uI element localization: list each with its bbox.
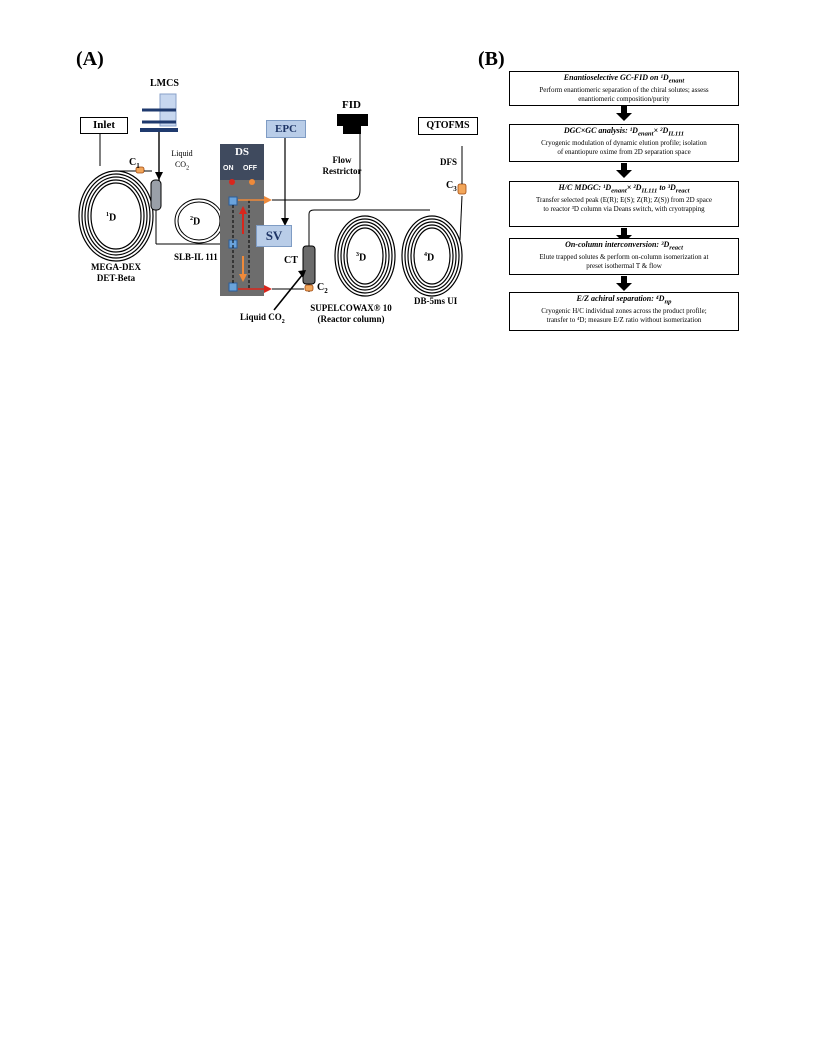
lmcs-label: LMCS <box>150 78 179 89</box>
liquid-co2-top-label: Liquid $CO_2$ <box>171 149 193 172</box>
col1-name: $^1$D <box>106 212 117 224</box>
sv-box: SV <box>256 225 292 247</box>
ds-title: DS <box>220 146 264 158</box>
ct-label: CT <box>284 255 298 266</box>
flow-step-5: E/Z achiral separation: $^4D_{np}$ Cryogenic H/C individual zones across the product profile; transfer to ⁴D; measure E/Z ratio without isomerization <box>509 292 739 331</box>
flow-step-4: On-column interconversion: $^3D_{react}$ Elute trapped solutes & perform on-column isomerization at preset isothermal T & flow <box>509 238 739 275</box>
flow-step-2: DGC×GC analysis: $^1D_{enant}\times ^2D_{IL111}$ Cryogenic modulation of dynamic elution profile; isolation of enantiopure oxime from 2D separation space <box>509 124 739 162</box>
col3-label: SUPELCOWAX® 10 (Reactor column) <box>310 303 392 324</box>
col4-name: $^4$D <box>424 252 435 264</box>
ds-on: ON <box>223 165 234 172</box>
c1-label: $C_1$ <box>129 157 140 170</box>
flow-step-1: Enantioselective GC-FID on $^1D_{enant}$ Perform enantiomeric separation of the chiral solutes; assess enantiomeric composition/purity <box>509 71 739 106</box>
c3-label: $C_3$ <box>446 180 457 193</box>
col2-name: $^2$D <box>190 216 201 228</box>
col4-label: DB-5ms UI <box>414 296 458 306</box>
col1-label: MEGA-DEX DET-Beta <box>91 262 141 283</box>
fid-label: FID <box>342 99 361 111</box>
panel-a-label: (A) <box>76 48 104 70</box>
col3-name: $^3$D <box>356 252 367 264</box>
qtofms-box: QTOFMS <box>418 117 478 135</box>
c2-label: $C_2$ <box>317 282 328 295</box>
inlet-box: Inlet <box>80 117 128 134</box>
col2-label: SLB-IL 111 <box>174 252 218 262</box>
ds-off: OFF <box>243 165 257 172</box>
panel-b-label: (B) <box>478 48 505 70</box>
flow-restrictor-label: Flow Restrictor <box>322 155 362 176</box>
flow-step-3: H/C MDGC: $^1D_{enant}\times ^2D_{IL111}$ to $^3D_{react}$ Transfer selected peak (E(R); E(S); Z(R); Z(S)) from 2D space to reactor ³D column via Deans switch, with cryotrapping <box>509 181 739 227</box>
liquid-co2-bottom-label: Liquid $CO_2$ <box>240 312 285 325</box>
epc-box: EPC <box>266 120 306 138</box>
dfs-label: DFS <box>440 157 458 167</box>
